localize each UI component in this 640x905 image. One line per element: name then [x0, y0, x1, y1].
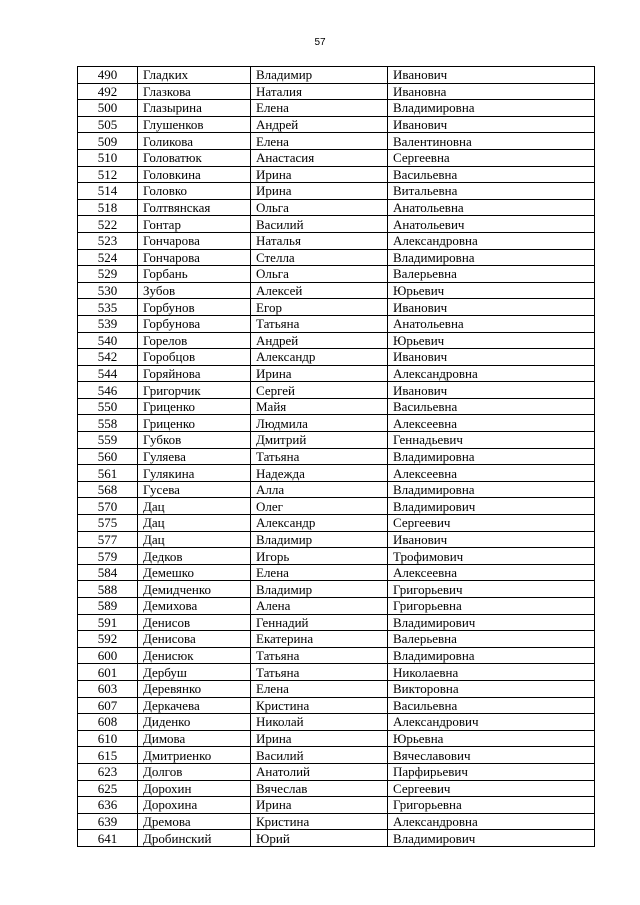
first-name-cell: Ирина	[251, 365, 388, 382]
table-row	[78, 67, 595, 84]
first-name-cell: Алексей	[251, 282, 388, 299]
row-number-cell: 592	[78, 631, 138, 648]
first-name-cell: Татьяна	[251, 315, 388, 332]
last-name-cell: Демидченко	[138, 581, 251, 598]
first-name-cell: Анастасия	[251, 149, 388, 166]
table-row	[78, 631, 595, 648]
first-name-cell: Елена	[251, 133, 388, 150]
first-name-cell: Александр	[251, 349, 388, 366]
table-row	[78, 398, 595, 415]
last-name-cell: Дац	[138, 498, 251, 515]
table-row	[78, 149, 595, 166]
first-name-cell: Ирина	[251, 183, 388, 200]
row-number-cell: 539	[78, 315, 138, 332]
first-name-cell: Анатолий	[251, 763, 388, 780]
first-name-cell: Андрей	[251, 116, 388, 133]
row-number-cell: 550	[78, 398, 138, 415]
row-number-cell: 623	[78, 763, 138, 780]
patronymic-cell: Валерьевна	[388, 266, 595, 283]
table-row	[78, 581, 595, 598]
first-name-cell: Василий	[251, 216, 388, 233]
last-name-cell: Головкина	[138, 166, 251, 183]
patronymic-cell: Алексеевна	[388, 564, 595, 581]
last-name-cell: Дорохин	[138, 780, 251, 797]
last-name-cell: Горобцов	[138, 349, 251, 366]
last-name-cell: Дац	[138, 515, 251, 532]
patronymic-cell: Григорьевна	[388, 598, 595, 615]
table-row	[78, 498, 595, 515]
first-name-cell: Ирина	[251, 730, 388, 747]
first-name-cell: Екатерина	[251, 631, 388, 648]
row-number-cell: 560	[78, 448, 138, 465]
roster-table-body	[78, 67, 595, 847]
row-number-cell: 523	[78, 232, 138, 249]
last-name-cell: Гладких	[138, 67, 251, 84]
patronymic-cell: Вячеславович	[388, 747, 595, 764]
table-row	[78, 166, 595, 183]
patronymic-cell: Анатольевна	[388, 315, 595, 332]
row-number-cell: 522	[78, 216, 138, 233]
row-number-cell: 589	[78, 598, 138, 615]
patronymic-cell: Иванович	[388, 116, 595, 133]
patronymic-cell: Парфирьевич	[388, 763, 595, 780]
last-name-cell: Глазкова	[138, 83, 251, 100]
page-number: 57	[314, 37, 326, 48]
first-name-cell: Татьяна	[251, 448, 388, 465]
patronymic-cell: Васильевна	[388, 697, 595, 714]
last-name-cell: Денисюк	[138, 647, 251, 664]
row-number-cell: 584	[78, 564, 138, 581]
patronymic-cell: Алексеевна	[388, 465, 595, 482]
last-name-cell: Глазырина	[138, 100, 251, 117]
table-row	[78, 481, 595, 498]
first-name-cell: Татьяна	[251, 664, 388, 681]
row-number-cell: 559	[78, 432, 138, 449]
last-name-cell: Головко	[138, 183, 251, 200]
table-row	[78, 116, 595, 133]
table-row	[78, 133, 595, 150]
patronymic-cell: Николаевна	[388, 664, 595, 681]
last-name-cell: Головатюк	[138, 149, 251, 166]
row-number-cell: 542	[78, 349, 138, 366]
patronymic-cell: Сергеевич	[388, 515, 595, 532]
last-name-cell: Димова	[138, 730, 251, 747]
first-name-cell: Елена	[251, 100, 388, 117]
row-number-cell: 540	[78, 332, 138, 349]
last-name-cell: Григорчик	[138, 382, 251, 399]
row-number-cell: 588	[78, 581, 138, 598]
table-row	[78, 83, 595, 100]
table-row	[78, 349, 595, 366]
last-name-cell: Дремова	[138, 813, 251, 830]
last-name-cell: Гончарова	[138, 249, 251, 266]
row-number-cell: 607	[78, 697, 138, 714]
last-name-cell: Горяйнова	[138, 365, 251, 382]
last-name-cell: Горбунова	[138, 315, 251, 332]
patronymic-cell: Сергеевич	[388, 780, 595, 797]
last-name-cell: Гусева	[138, 481, 251, 498]
first-name-cell: Алла	[251, 481, 388, 498]
patronymic-cell: Иванович	[388, 349, 595, 366]
table-row	[78, 465, 595, 482]
patronymic-cell: Васильевна	[388, 398, 595, 415]
last-name-cell: Дац	[138, 531, 251, 548]
first-name-cell: Юрий	[251, 830, 388, 847]
table-row	[78, 680, 595, 697]
row-number-cell: 575	[78, 515, 138, 532]
table-row	[78, 199, 595, 216]
last-name-cell: Дробинский	[138, 830, 251, 847]
row-number-cell: 558	[78, 415, 138, 432]
first-name-cell: Стелла	[251, 249, 388, 266]
row-number-cell: 518	[78, 199, 138, 216]
first-name-cell: Наталия	[251, 83, 388, 100]
last-name-cell: Дмитриенко	[138, 747, 251, 764]
first-name-cell: Сергей	[251, 382, 388, 399]
last-name-cell: Диденко	[138, 714, 251, 731]
patronymic-cell: Ивановна	[388, 83, 595, 100]
table-row	[78, 714, 595, 731]
row-number-cell: 639	[78, 813, 138, 830]
first-name-cell: Андрей	[251, 332, 388, 349]
patronymic-cell: Анатольевич	[388, 216, 595, 233]
last-name-cell: Дербуш	[138, 664, 251, 681]
table-row	[78, 249, 595, 266]
row-number-cell: 512	[78, 166, 138, 183]
last-name-cell: Гонтар	[138, 216, 251, 233]
table-row	[78, 100, 595, 117]
first-name-cell: Владимир	[251, 531, 388, 548]
table-row	[78, 614, 595, 631]
last-name-cell: Гулякина	[138, 465, 251, 482]
table-row	[78, 763, 595, 780]
first-name-cell: Елена	[251, 564, 388, 581]
table-row	[78, 598, 595, 615]
table-row	[78, 697, 595, 714]
first-name-cell: Геннадий	[251, 614, 388, 631]
table-row	[78, 664, 595, 681]
last-name-cell: Гончарова	[138, 232, 251, 249]
row-number-cell: 570	[78, 498, 138, 515]
last-name-cell: Дедков	[138, 548, 251, 565]
first-name-cell: Майя	[251, 398, 388, 415]
row-number-cell: 510	[78, 149, 138, 166]
table-row	[78, 564, 595, 581]
patronymic-cell: Григорьевич	[388, 581, 595, 598]
last-name-cell: Голтвянская	[138, 199, 251, 216]
first-name-cell: Александр	[251, 515, 388, 532]
row-number-cell: 641	[78, 830, 138, 847]
table-row	[78, 813, 595, 830]
first-name-cell: Олег	[251, 498, 388, 515]
patronymic-cell: Владимировна	[388, 647, 595, 664]
patronymic-cell: Иванович	[388, 382, 595, 399]
patronymic-cell: Владимирович	[388, 830, 595, 847]
patronymic-cell: Александровна	[388, 232, 595, 249]
table-row	[78, 282, 595, 299]
last-name-cell: Горбунов	[138, 299, 251, 316]
row-number-cell: 500	[78, 100, 138, 117]
last-name-cell: Гриценко	[138, 415, 251, 432]
last-name-cell: Денисова	[138, 631, 251, 648]
row-number-cell: 568	[78, 481, 138, 498]
patronymic-cell: Владимирович	[388, 614, 595, 631]
row-number-cell: 579	[78, 548, 138, 565]
row-number-cell: 524	[78, 249, 138, 266]
patronymic-cell: Геннадьевич	[388, 432, 595, 449]
table-row	[78, 797, 595, 814]
last-name-cell: Деркачева	[138, 697, 251, 714]
first-name-cell: Кристина	[251, 697, 388, 714]
row-number-cell: 544	[78, 365, 138, 382]
patronymic-cell: Иванович	[388, 299, 595, 316]
first-name-cell: Егор	[251, 299, 388, 316]
patronymic-cell: Сергеевна	[388, 149, 595, 166]
table-row	[78, 780, 595, 797]
first-name-cell: Дмитрий	[251, 432, 388, 449]
row-number-cell: 530	[78, 282, 138, 299]
last-name-cell: Зубов	[138, 282, 251, 299]
patronymic-cell: Валерьевна	[388, 631, 595, 648]
patronymic-cell: Васильевна	[388, 166, 595, 183]
table-row	[78, 315, 595, 332]
table-row	[78, 299, 595, 316]
row-number-cell: 529	[78, 266, 138, 283]
table-row	[78, 232, 595, 249]
first-name-cell: Вячеслав	[251, 780, 388, 797]
patronymic-cell: Владимировна	[388, 448, 595, 465]
row-number-cell: 535	[78, 299, 138, 316]
last-name-cell: Дорохина	[138, 797, 251, 814]
table-row	[78, 830, 595, 847]
patronymic-cell: Григорьевна	[388, 797, 595, 814]
row-number-cell: 603	[78, 680, 138, 697]
table-row	[78, 647, 595, 664]
patronymic-cell: Владимировна	[388, 481, 595, 498]
row-number-cell: 636	[78, 797, 138, 814]
last-name-cell: Демихова	[138, 598, 251, 615]
table-row	[78, 531, 595, 548]
table-row	[78, 515, 595, 532]
row-number-cell: 577	[78, 531, 138, 548]
row-number-cell: 591	[78, 614, 138, 631]
patronymic-cell: Витальевна	[388, 183, 595, 200]
first-name-cell: Ольга	[251, 199, 388, 216]
table-row	[78, 415, 595, 432]
table-row	[78, 365, 595, 382]
first-name-cell: Елена	[251, 680, 388, 697]
table-row	[78, 747, 595, 764]
row-number-cell: 600	[78, 647, 138, 664]
patronymic-cell: Трофимович	[388, 548, 595, 565]
row-number-cell: 608	[78, 714, 138, 731]
first-name-cell: Владимир	[251, 67, 388, 84]
row-number-cell: 625	[78, 780, 138, 797]
first-name-cell: Ирина	[251, 166, 388, 183]
last-name-cell: Горбань	[138, 266, 251, 283]
patronymic-cell: Викторовна	[388, 680, 595, 697]
table-row	[78, 448, 595, 465]
table-row	[78, 382, 595, 399]
row-number-cell: 514	[78, 183, 138, 200]
patronymic-cell: Владимирович	[388, 498, 595, 515]
row-number-cell: 610	[78, 730, 138, 747]
row-number-cell: 561	[78, 465, 138, 482]
patronymic-cell: Александровна	[388, 813, 595, 830]
first-name-cell: Ирина	[251, 797, 388, 814]
last-name-cell: Денисов	[138, 614, 251, 631]
patronymic-cell: Анатольевна	[388, 199, 595, 216]
table-row	[78, 266, 595, 283]
first-name-cell: Владимир	[251, 581, 388, 598]
last-name-cell: Губков	[138, 432, 251, 449]
last-name-cell: Деревянко	[138, 680, 251, 697]
table-row	[78, 548, 595, 565]
first-name-cell: Николай	[251, 714, 388, 731]
row-number-cell: 546	[78, 382, 138, 399]
table-row	[78, 432, 595, 449]
row-number-cell: 492	[78, 83, 138, 100]
last-name-cell: Долгов	[138, 763, 251, 780]
row-number-cell: 615	[78, 747, 138, 764]
last-name-cell: Демешко	[138, 564, 251, 581]
row-number-cell: 505	[78, 116, 138, 133]
last-name-cell: Глушенков	[138, 116, 251, 133]
row-number-cell: 490	[78, 67, 138, 84]
first-name-cell: Надежда	[251, 465, 388, 482]
last-name-cell: Горелов	[138, 332, 251, 349]
patronymic-cell: Иванович	[388, 67, 595, 84]
patronymic-cell: Валентиновна	[388, 133, 595, 150]
first-name-cell: Ольга	[251, 266, 388, 283]
table-row	[78, 730, 595, 747]
row-number-cell: 601	[78, 664, 138, 681]
last-name-cell: Гуляева	[138, 448, 251, 465]
patronymic-cell: Владимировна	[388, 100, 595, 117]
table-row	[78, 216, 595, 233]
row-number-cell: 509	[78, 133, 138, 150]
patronymic-cell: Владимировна	[388, 249, 595, 266]
first-name-cell: Наталья	[251, 232, 388, 249]
roster-table	[77, 66, 595, 847]
patronymic-cell: Юрьевна	[388, 730, 595, 747]
table-row	[78, 332, 595, 349]
first-name-cell: Василий	[251, 747, 388, 764]
first-name-cell: Людмила	[251, 415, 388, 432]
patronymic-cell: Александрович	[388, 714, 595, 731]
patronymic-cell: Алексеевна	[388, 415, 595, 432]
last-name-cell: Гриценко	[138, 398, 251, 415]
patronymic-cell: Александровна	[388, 365, 595, 382]
patronymic-cell: Иванович	[388, 531, 595, 548]
first-name-cell: Кристина	[251, 813, 388, 830]
last-name-cell: Голикова	[138, 133, 251, 150]
patronymic-cell: Юрьевич	[388, 332, 595, 349]
first-name-cell: Татьяна	[251, 647, 388, 664]
table-row	[78, 183, 595, 200]
first-name-cell: Алена	[251, 598, 388, 615]
first-name-cell: Игорь	[251, 548, 388, 565]
patronymic-cell: Юрьевич	[388, 282, 595, 299]
